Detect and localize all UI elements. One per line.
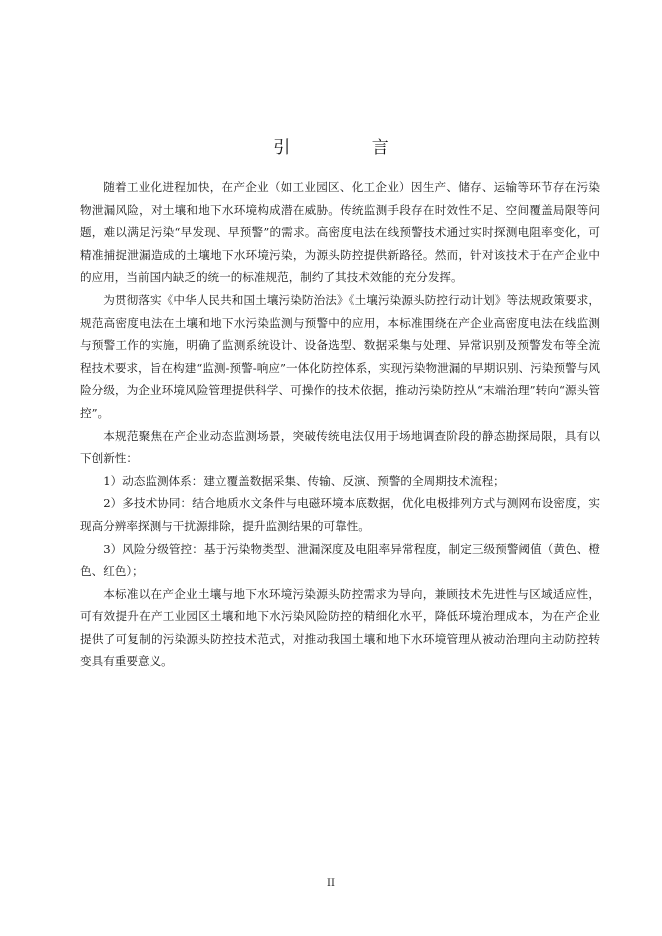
page-number: II: [327, 878, 335, 889]
list-item-multi-tech: 2）多技术协同：结合地质水文条件与电磁环境本底数据，优化电极排列方式与测网布设密度，实现高分辨率探测与干扰源排除，提升监测结果的可靠性。: [80, 496, 600, 533]
body-text: [80, 176, 600, 673]
page-title: 引 言: [273, 138, 427, 158]
paragraph-background: 随着工业化进程加快，在产企业（如工业园区、化工企业）因生产、储存、运输等环节存在污染物泄漏风险，对土壤和地下水环境构成潜在威胁。传统监测手段存在时效性不足、空间覆盖局限等问题，难以满足污染“早发现、早预警”的需求。高密度电法在线预警技术通过实时探测电阻率变化，可精准捕捉泄漏造成的土壤地下水环境污染，为源头防控提供新路径。然而，针对该技术于在产企业中的应用，当前国内缺乏的统一的标准规范，制约了其技术效能的充分发挥。: [80, 180, 600, 285]
paragraph-purpose: 为贯彻落实《中华人民共和国土壤污染防治法》《土壤污染源头防控行动计划》等法规政策要求，规范高密度电法在土壤和地下水污染监测与预警中的应用，本标准围绕在产企业高密度电法在线监测与预警工作的实施，明确了监测系统设计、设备选型、数据采集与处理、异常识别及预警发布等全流程技术要求，旨在构建“监测-预警-响应”一体化防控体系，实现污染物泄漏的早期识别、污染预警与风险分级，为企业环境风险管理提供科学、可操作的技术依据，推动污染防控从“末端治理”转向“源头管控”。: [80, 292, 600, 420]
list-item-risk-grading: 3）风险分级管控：基于污染物类型、泄漏深度及电阻率异常程度，制定三级预警阈值（黄色、橙色、红色）；: [80, 541, 600, 579]
list-item-dynamic-monitoring: 1）动态监测体系：建立覆盖数据采集、传输、反演、预警的全周期技术流程；: [103, 473, 505, 488]
paragraph-significance: 本标准以在产企业土壤与地下水环境污染源头防控需求为导向，兼顾技术先进性与区域适应性，可有效提升在产工业园区土壤和地下水污染风险防控的精细化水平，降低环境治理成本，为在产企业提供了可复制的污染源头防控技术范式，对推动我国土壤和地下水环境管理从被动治理向主动防控转变具有重要意义。: [80, 586, 600, 669]
paragraph-innovation-intro: 本规范聚焦在产企业动态监测场景，突破传统电法仅用于场地调查阶段的静态勘探局限，具有以下创新性：: [80, 428, 600, 466]
